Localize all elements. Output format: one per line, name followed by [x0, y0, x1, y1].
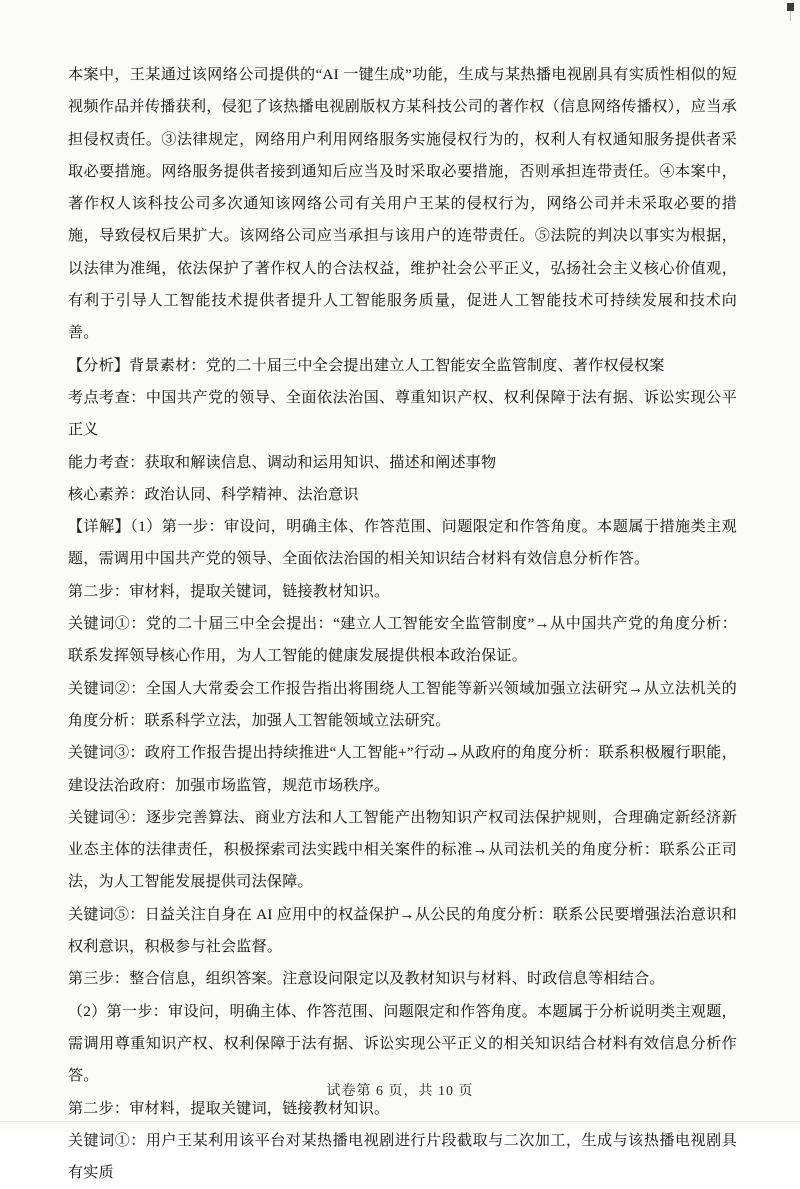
- paragraph: 关键词⑤：日益关注自身在 AI 应用中的权益保护→从公民的角度分析：联系公民要增强法治意识和权利意识，积极参与社会监督。: [68, 906, 737, 956]
- paragraph: 本案中，王某通过该网络公司提供的“AI 一键生成”功能，生成与某热播电视剧具有实质性相似的短视频作品并传播获利，侵犯了该热播电视剧版权方某科技公司的著作权（信息网络传播权），应当承担侵权责任。③法律规定，网络用户利用网络服务实施侵权行为的，权利人有权通知服务提供者采取必要措施。网络服务提供者接到通知后应当及时采取必要措施，否则承担连带责任。④本案中，著作权人该科技公司多次通知该网络公司有关用户王某的侵权行为，网络公司并未采取必要的措施，导致侵权后果扩大。该网络公司应当承担与该用户的连带责任。⑤法院的判决以事实为根据，以法律为准绳，依法保护了著作权人的合法权益，维护社会公平正义，弘扬社会主义核心价值观，有利于引导人工智能技术提供者提升人工智能服务质量，促进人工智能技术可持续发展和技术向善。: [68, 67, 737, 342]
- paragraph: 第二步：审材料，提取关键词，链接教材知识。: [68, 583, 390, 600]
- paragraph: 关键词③：政府工作报告提出持续推进“人工智能+”行动→从政府的角度分析：联系积极履行职能，建设法治政府：加强市场监管，规范市场秩序。: [68, 745, 737, 794]
- paragraph: 第二步：审材料，提取关键词，链接教材知识。: [68, 1100, 390, 1117]
- paragraph: 【分析】背景素材：党的二十届三中全会提出建立人工智能安全监管制度、著作权侵权案: [68, 357, 665, 374]
- paragraph: 第三步：整合信息，组织答案。注意设问限定以及教材知识与材料、时政信息等相结合。: [68, 971, 665, 988]
- paragraph: 【详解】（1）第一步：审设问，明确主体、作答范围、问题限定和作答角度。本题属于措施类主观题，需调用中国共产党的领导、全面依法治国的相关知识结合材料有效信息分析作答。: [68, 519, 737, 568]
- scan-artifact-mark: [787, 3, 794, 11]
- paragraph: 能力考查：获取和解读信息、调动和运用知识、描述和阐述事物: [68, 454, 497, 471]
- paragraph: 考点考查：中国共产党的领导、全面依法治国、尊重知识产权、权利保障于法有据、诉讼实现公平正义: [68, 389, 737, 439]
- page-footer: [0, 1080, 800, 1100]
- bottom-divider: [0, 1121, 800, 1122]
- paragraph: 关键词②：全国人大常委会工作报告指出将围绕人工智能等新兴领域加强立法研究→从立法机关的角度分析：联系科学立法，加强人工智能领域立法研究。: [68, 680, 737, 729]
- paragraph: 关键词①：用户王某利用该平台对某热播电视剧进行片段截取与二次加工，生成与该热播电视剧具有实质: [68, 1132, 737, 1182]
- paragraph: 关键词①：党的二十届三中全会提出：“建立人工智能安全监管制度”→从中国共产党的角度分析：联系发挥领导核心作用，为人工智能的健康发展提供根本政治保证。: [68, 616, 737, 665]
- paragraph: （2）第一步：审设问，明确主体、作答范围、问题限定和作答角度。本题属于分析说明类主观题，需调用尊重知识产权、权利保障于法有据、诉讼实现公平正义的相关知识结合材料有效信息分析作答。: [68, 1003, 737, 1085]
- page-number-text: 试卷第 6 页，共 10 页: [326, 1084, 474, 1099]
- answer-analysis-body: [68, 59, 737, 1189]
- paragraph: 核心素养：政治认同、科学精神、法治意识: [68, 486, 359, 503]
- paragraph: 关键词④：逐步完善算法、商业方法和人工智能产出物知识产权司法保护规则，合理确定新经济新业态主体的法律责任，积极探索司法实践中相关案件的标准→从司法机关的角度分析：联系公正司法，为人工智能发展提供司法保障。: [68, 809, 737, 891]
